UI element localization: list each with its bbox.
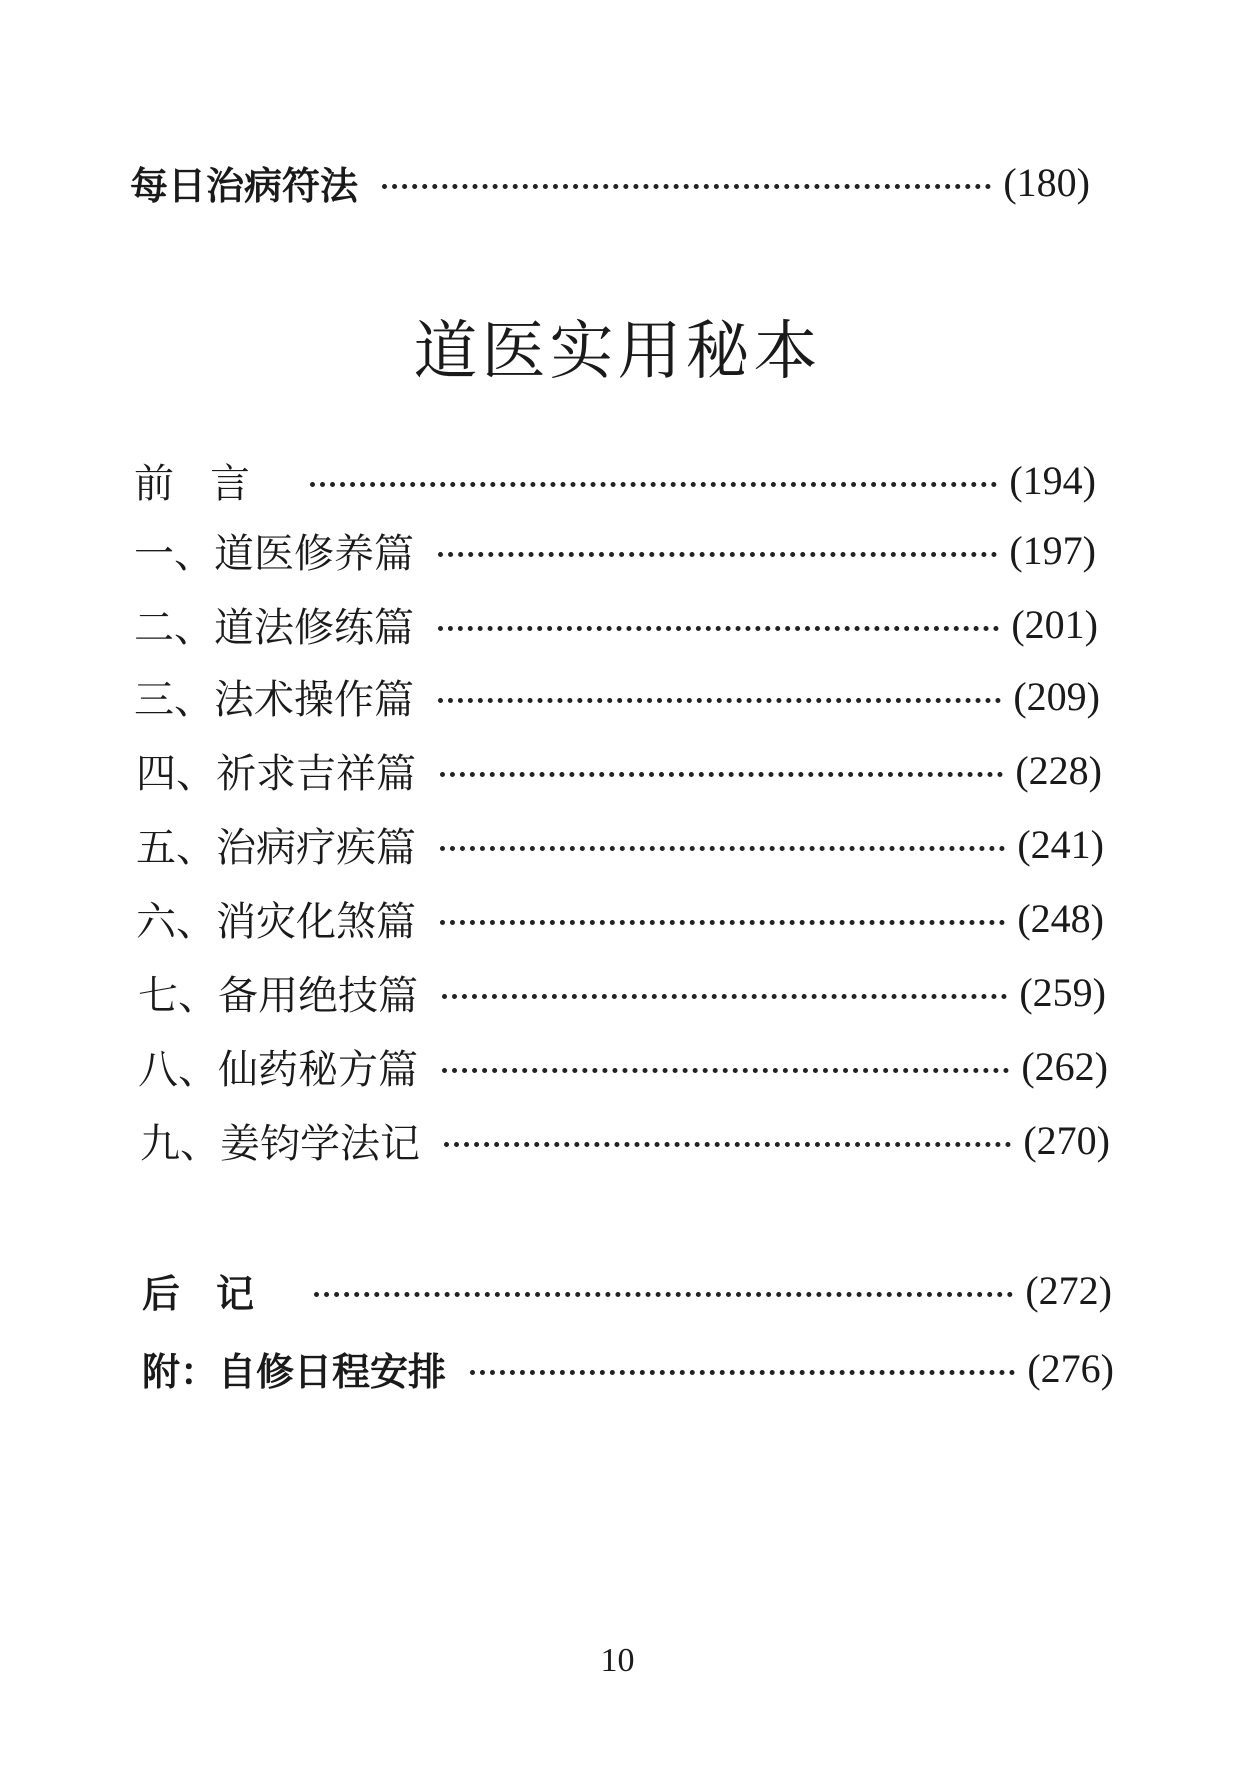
section-title: 道医实用秘本 (413, 315, 822, 389)
toc-entry-page: (270) (1023, 1117, 1110, 1163)
toc-entry-label: 六、消灾化煞篇 (136, 898, 416, 945)
toc-entry-page: (259) (1019, 969, 1106, 1015)
toc-entry-page: (180) (1003, 159, 1090, 205)
toc-entry-label: 后记 (142, 1271, 291, 1316)
toc-entry-label: 九、姜钧学法记 (140, 1120, 420, 1167)
toc-entry (134, 666, 1100, 726)
dot-leader (382, 184, 991, 189)
dot-leader (442, 994, 1007, 999)
dot-leader (442, 1068, 1009, 1073)
toc-entry-label: 前言 (134, 460, 286, 507)
dot-leader (438, 626, 999, 631)
dot-leader (444, 1142, 1011, 1147)
toc-entry-page: (262) (1021, 1043, 1108, 1089)
toc-entry-label: 三、法术操作篇 (134, 676, 414, 723)
toc-entry (138, 1036, 1108, 1096)
dot-leader (314, 1292, 1013, 1297)
page-number: 10 (600, 1642, 635, 1679)
toc-entry-page: (272) (1025, 1267, 1112, 1313)
toc-entry-page: (228) (1015, 747, 1102, 793)
toc-entry (136, 888, 1104, 948)
toc-entry-label: 八、仙药秘方篇 (138, 1046, 418, 1093)
toc-entry-daily-healing (130, 152, 1090, 212)
toc-entry-page: (197) (1009, 527, 1096, 573)
toc-entry-label: 每日治病符法 (130, 163, 359, 208)
toc-entry-label: 附：自修日程安排 (142, 1349, 447, 1394)
toc-entry (134, 594, 1098, 654)
toc-entry (140, 1110, 1110, 1170)
dot-leader (440, 846, 1005, 851)
toc-entry-page: (201) (1011, 601, 1098, 647)
toc-entry-appendix (142, 1338, 1114, 1398)
toc-entry-label: 一、道医修养篇 (134, 530, 414, 577)
dot-leader (440, 772, 1003, 777)
toc-entry-page: (209) (1013, 673, 1100, 719)
toc-entry-label: 五、治病疗疾篇 (136, 824, 416, 871)
toc-entry (136, 814, 1104, 874)
toc-entry-page: (248) (1017, 895, 1104, 941)
toc-entry (138, 962, 1106, 1022)
dot-leader (310, 482, 997, 487)
toc-entry-page: (194) (1009, 457, 1096, 503)
toc-entry-page: (241) (1017, 821, 1104, 867)
toc-entry-label: 七、备用绝技篇 (138, 972, 418, 1019)
toc-entry-label: 二、道法修练篇 (134, 604, 414, 651)
dot-leader (438, 698, 1001, 703)
dot-leader (440, 920, 1005, 925)
toc-entry (134, 520, 1096, 580)
dot-leader (470, 1370, 1015, 1375)
toc-entry-afterword (142, 1260, 1112, 1320)
dot-leader (438, 552, 997, 557)
toc-entry (134, 450, 1096, 510)
toc-entry-label: 四、祈求吉祥篇 (136, 750, 416, 797)
toc-entry (136, 740, 1102, 800)
toc-entry-page: (276) (1027, 1345, 1114, 1391)
